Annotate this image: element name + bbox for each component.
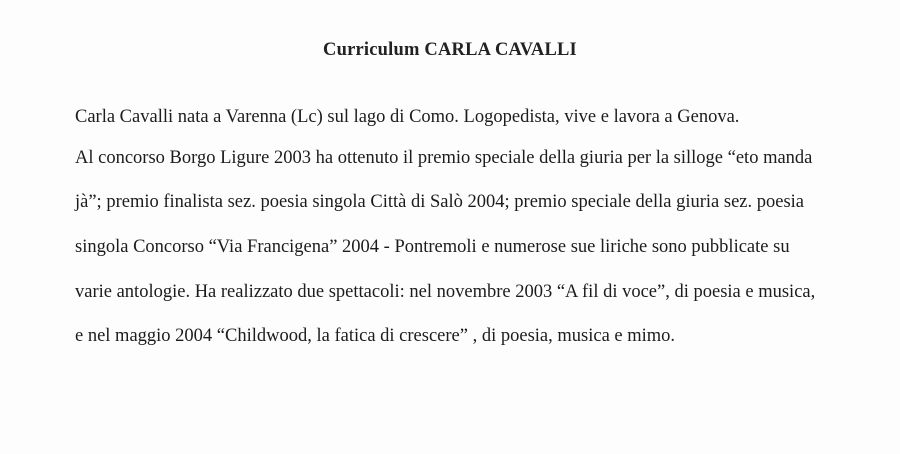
body-line-2: Al concorso Borgo Ligure 2003 ha ottenuto il premio speciale della giuria per la silloge “eto manda xyxy=(75,148,813,168)
body-line-6: e nel maggio 2004 “Childwood, la fatica di crescere” , di poesia, musica e mimo. xyxy=(75,326,676,346)
body-line-1: Carla Cavalli nata a Varenna (Lc) sul lago di Como. Logopedista, vive e lavora a Genova. xyxy=(75,107,740,127)
body-line-5: varie antologie. Ha realizzato due spettacoli: nel novembre 2003 “A fil di voce”, di poesia e musica, xyxy=(75,282,816,302)
body-line-3: jà”; premio finalista sez. poesia singola Città di Salò 2004; premio speciale della giuria sez. poesia xyxy=(75,192,804,212)
body-line-4: singola Concorso “Via Francigena” 2004 - Pontremoli e numerose sue liriche sono pubblicate su xyxy=(75,237,790,257)
document-title: Curriculum CARLA CAVALLI xyxy=(323,40,577,60)
